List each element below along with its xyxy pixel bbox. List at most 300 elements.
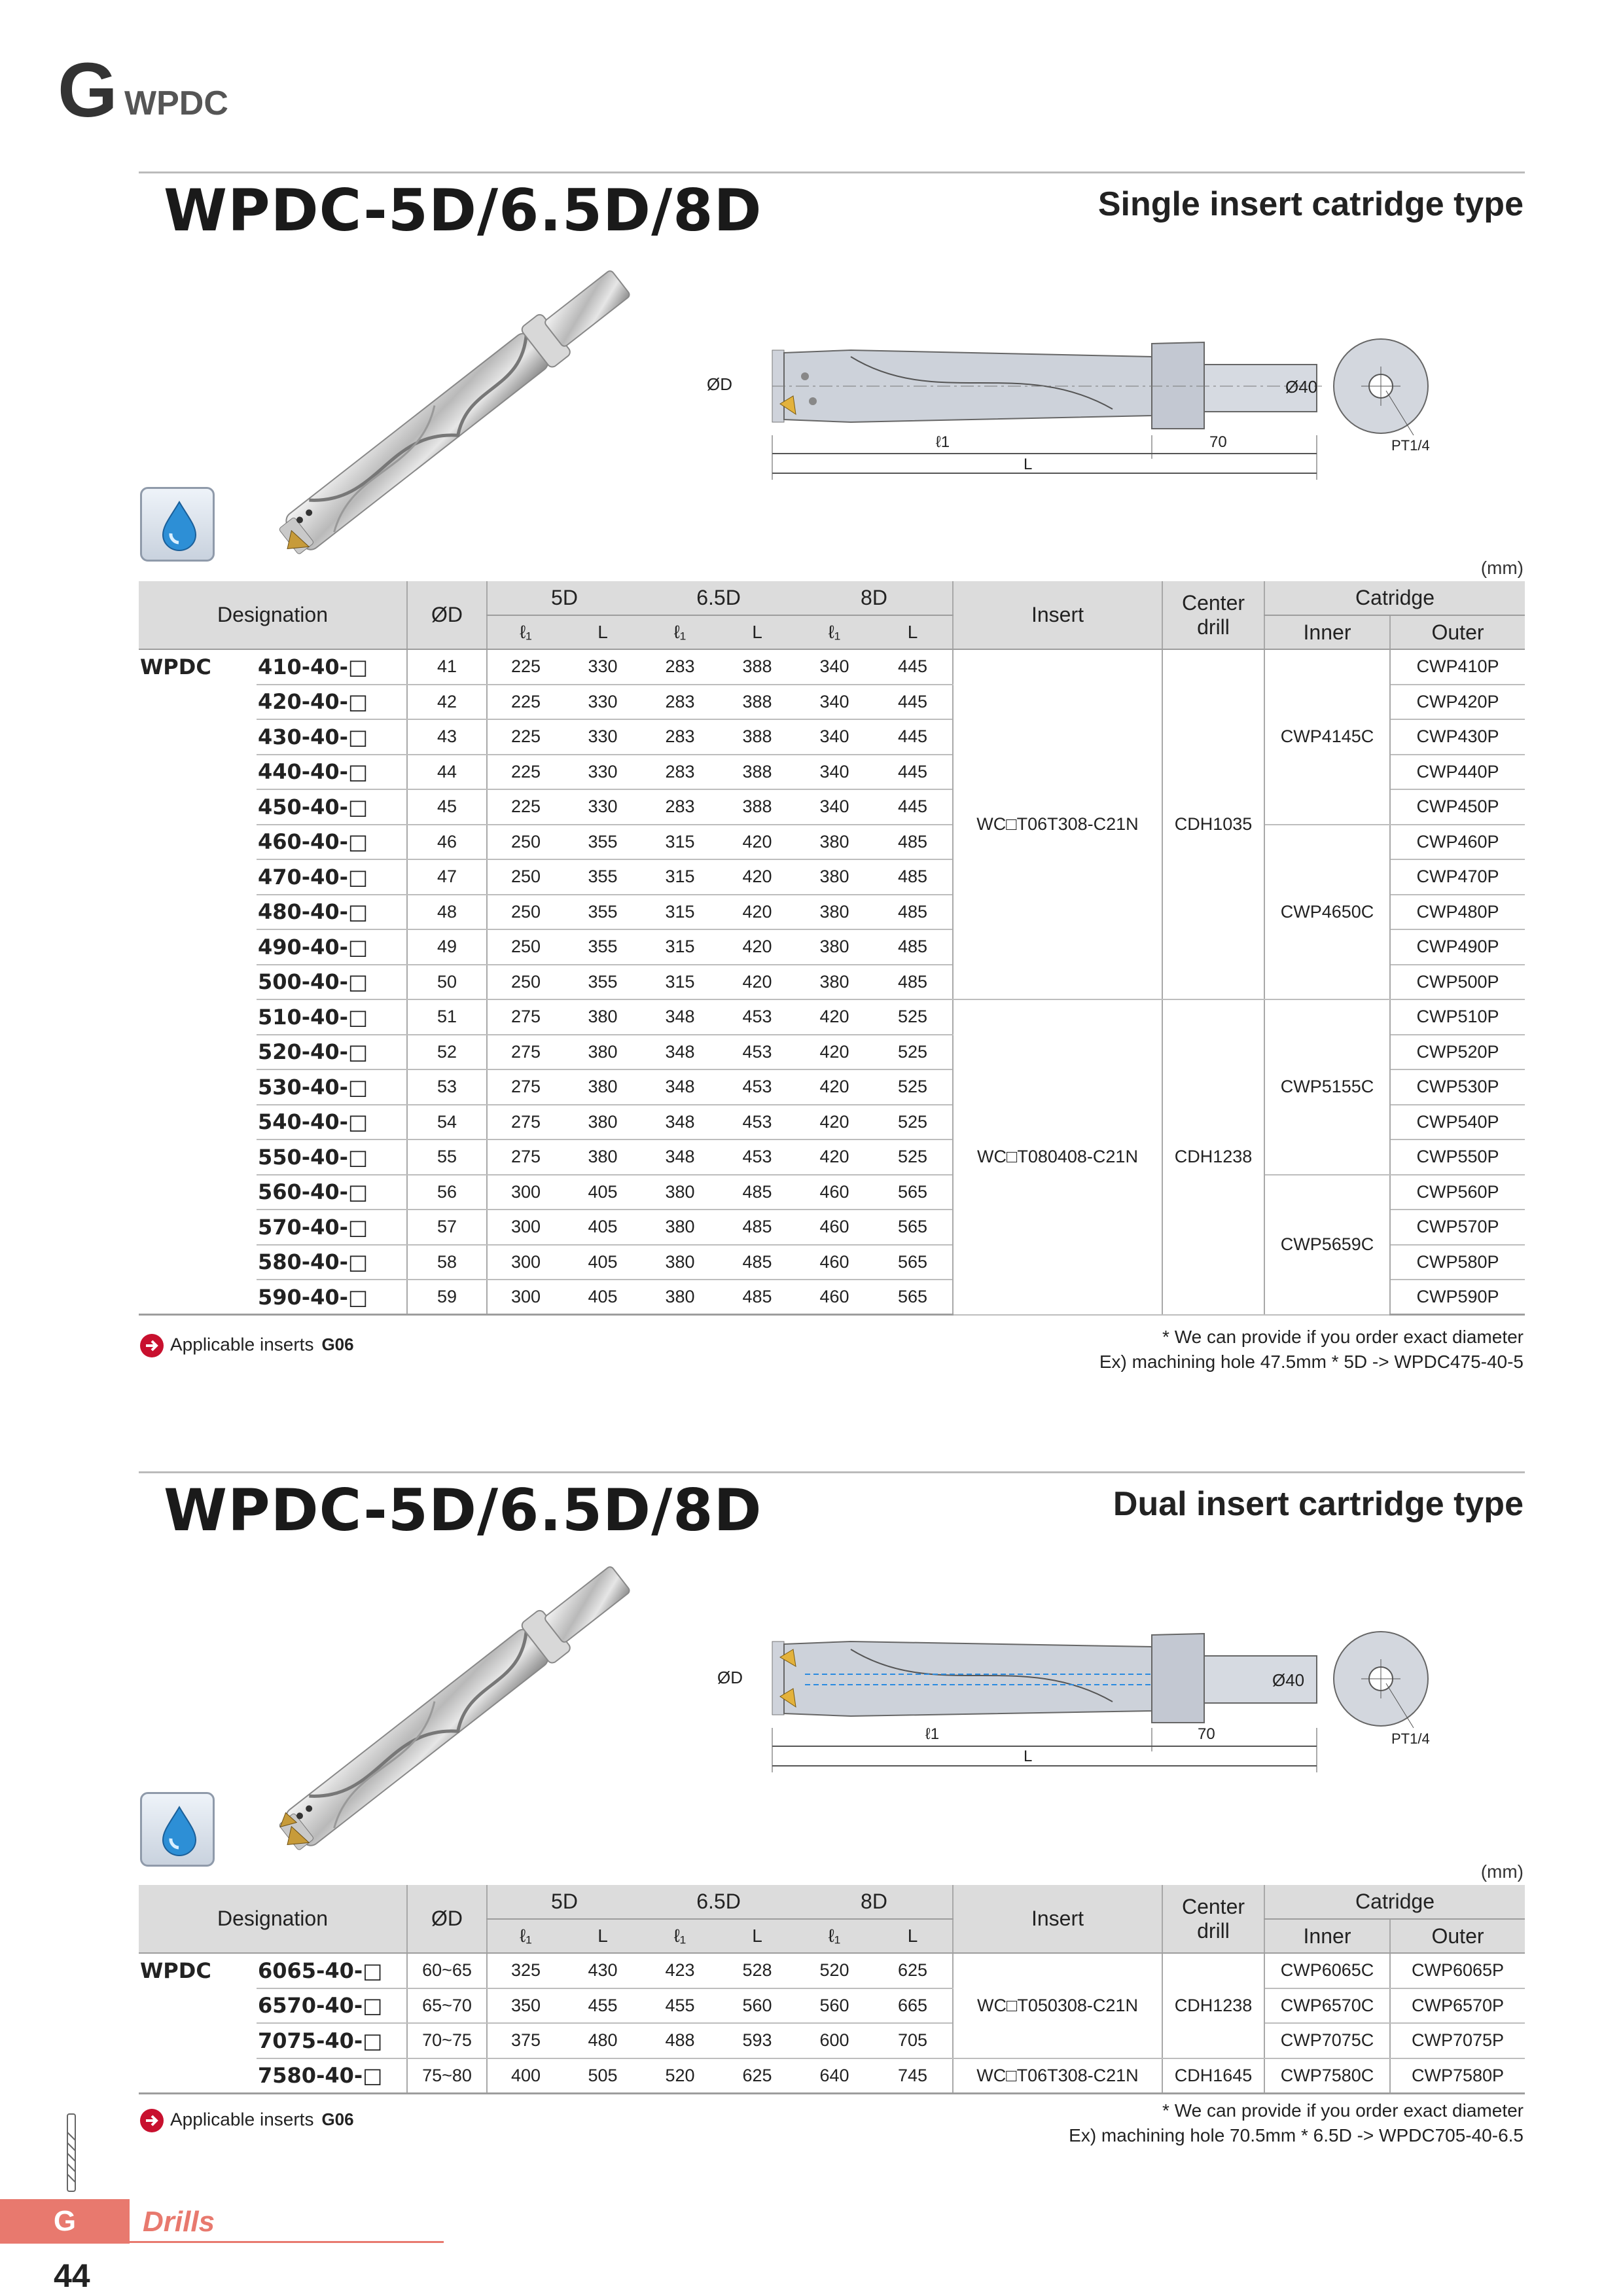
dimension-cell: 453	[719, 999, 796, 1035]
dimension-cell: 388	[719, 789, 796, 825]
designation-cell: 450-40-□	[257, 789, 407, 825]
page-number: 44	[54, 2257, 90, 2294]
dimension-cell: 380	[641, 1210, 719, 1245]
diagram-pt-label: PT1/4	[1391, 1731, 1430, 1747]
designation-cell: 7580-40-□	[257, 2058, 407, 2094]
dimension-cell: 380	[641, 1280, 719, 1315]
center-drill-cell: CDH1238	[1162, 1953, 1264, 2058]
table-row	[139, 1988, 1525, 2024]
col-L: L	[564, 615, 641, 649]
outer-catridge-cell: CWP580P	[1390, 1245, 1525, 1280]
designation-cell: 560-40-□	[257, 1175, 407, 1210]
dimension-cell: 283	[641, 685, 719, 720]
designation-cell: 490-40-□	[257, 929, 407, 965]
od-cell: 45	[407, 789, 487, 825]
od-cell: 47	[407, 859, 487, 895]
od-cell: 43	[407, 719, 487, 755]
outer-catridge-cell: CWP410P	[1390, 649, 1525, 685]
dimension-cell: 388	[719, 685, 796, 720]
dimension-cell: 380	[796, 929, 873, 965]
table-row	[139, 825, 1525, 860]
dimension-cell: 250	[487, 895, 564, 930]
dimension-cell: 275	[487, 1139, 564, 1175]
outer-catridge-cell: CWP7075P	[1390, 2023, 1525, 2058]
inner-catridge-cell: CWP5659C	[1264, 1175, 1390, 1315]
dimension-cell: 275	[487, 1069, 564, 1105]
col-L: L	[719, 615, 796, 649]
dimension-cell: 300	[487, 1280, 564, 1315]
row-prefix	[139, 825, 257, 860]
outer-catridge-cell: CWP460P	[1390, 825, 1525, 860]
product-title: WPDC-5D/6.5D/8D	[164, 177, 762, 244]
outer-catridge-cell: CWP430P	[1390, 719, 1525, 755]
dimension-cell: 420	[796, 1105, 873, 1140]
designation-cell: 430-40-□	[257, 719, 407, 755]
dimension-cell: 388	[719, 649, 796, 685]
dimension-cell: 340	[796, 789, 873, 825]
designation-cell: 440-40-□	[257, 755, 407, 790]
col-center-drill: Center drill	[1162, 581, 1264, 649]
side-rule	[130, 2241, 444, 2243]
od-cell: 42	[407, 685, 487, 720]
row-prefix	[139, 895, 257, 930]
dimension-cell: 250	[487, 965, 564, 1000]
od-cell: 54	[407, 1105, 487, 1140]
drill-photo	[196, 249, 694, 589]
dimension-cell: 405	[564, 1175, 641, 1210]
dimension-cell: 625	[719, 2058, 796, 2094]
dimension-cell: 355	[564, 825, 641, 860]
dimension-cell: 525	[873, 999, 953, 1035]
dimension-cell: 640	[796, 2058, 873, 2094]
dimension-cell: 520	[796, 1953, 873, 1988]
designation-cell: 7075-40-□	[257, 2023, 407, 2058]
od-cell: 55	[407, 1139, 487, 1175]
diagram-L-label: L	[1024, 1748, 1033, 1765]
dimension-cell: 423	[641, 1953, 719, 1988]
dimension-cell: 330	[564, 649, 641, 685]
diagram-od-label: ØD	[707, 374, 732, 394]
dimension-cell: 340	[796, 685, 873, 720]
side-tab-label: Drills	[143, 2206, 215, 2238]
dimension-cell: 330	[564, 719, 641, 755]
od-cell: 53	[407, 1069, 487, 1105]
diagram-70-label: 70	[1209, 433, 1227, 451]
arrow-right-icon	[140, 2109, 164, 2132]
dimension-cell: 705	[873, 2023, 953, 2058]
designation-cell: 520-40-□	[257, 1035, 407, 1070]
dimension-cell: 453	[719, 1069, 796, 1105]
dimension-cell: 485	[873, 859, 953, 895]
dimension-cell: 420	[796, 1035, 873, 1070]
dimension-cell: 355	[564, 965, 641, 1000]
dimension-cell: 420	[719, 965, 796, 1000]
side-tab-letter: G	[0, 2199, 130, 2244]
dimension-cell: 315	[641, 929, 719, 965]
dimension-cell: 460	[796, 1280, 873, 1315]
designation-cell: 590-40-□	[257, 1280, 407, 1315]
dimension-cell: 405	[564, 1280, 641, 1315]
od-cell: 46	[407, 825, 487, 860]
row-prefix	[139, 1280, 257, 1315]
od-cell: 50	[407, 965, 487, 1000]
section-name: WPDC	[124, 84, 228, 122]
dimension-cell: 275	[487, 999, 564, 1035]
dimension-diagram	[707, 1623, 1505, 1780]
col-designation: Designation	[139, 581, 407, 649]
center-drill-cell: CDH1645	[1162, 2058, 1264, 2094]
dimension-cell: 455	[564, 1988, 641, 2024]
dimension-cell: 430	[564, 1953, 641, 1988]
outer-catridge-cell: CWP6570P	[1390, 1988, 1525, 2024]
row-prefix	[139, 1988, 257, 2024]
arrow-right-icon	[140, 1334, 164, 1357]
col-l1: ℓ₁	[796, 1919, 873, 1953]
dimension-cell: 485	[873, 929, 953, 965]
table-row	[139, 2058, 1525, 2094]
row-prefix	[139, 2058, 257, 2094]
od-cell: 49	[407, 929, 487, 965]
od-cell: 56	[407, 1175, 487, 1210]
diagram-od-label: ØD	[717, 1668, 743, 1687]
outer-catridge-cell: CWP540P	[1390, 1105, 1525, 1140]
dimension-cell: 460	[796, 1175, 873, 1210]
inner-catridge-cell: CWP7075C	[1264, 2023, 1390, 2058]
dimension-diagram	[707, 331, 1505, 488]
dimension-cell: 340	[796, 649, 873, 685]
col-5d: 5D	[487, 1885, 641, 1919]
dimension-cell: 340	[796, 719, 873, 755]
dimension-cell: 330	[564, 685, 641, 720]
od-cell: 44	[407, 755, 487, 790]
outer-catridge-cell: CWP440P	[1390, 755, 1525, 790]
row-prefix	[139, 719, 257, 755]
outer-catridge-cell: CWP550P	[1390, 1139, 1525, 1175]
row-prefix	[139, 1139, 257, 1175]
dimension-cell: 485	[719, 1280, 796, 1315]
section-letter: G	[58, 47, 116, 134]
dimension-cell: 420	[719, 859, 796, 895]
dimension-cell: 225	[487, 755, 564, 790]
dimension-cell: 355	[564, 929, 641, 965]
col-5d: 5D	[487, 581, 641, 615]
row-prefix	[139, 999, 257, 1035]
col-inner: Inner	[1264, 615, 1390, 649]
center-drill-cell: CDH1035	[1162, 649, 1264, 999]
inner-catridge-cell: CWP6065C	[1264, 1953, 1390, 1988]
dimension-cell: 348	[641, 1069, 719, 1105]
outer-catridge-cell: CWP450P	[1390, 789, 1525, 825]
col-l1: ℓ₁	[641, 615, 719, 649]
col-insert: Insert	[953, 1885, 1162, 1953]
designation-cell: 540-40-□	[257, 1105, 407, 1140]
col-catridge: Catridge	[1264, 581, 1525, 615]
dimension-cell: 380	[796, 965, 873, 1000]
dimension-cell: 225	[487, 649, 564, 685]
unit-label: (mm)	[1480, 1861, 1524, 1882]
designation-cell: 6065-40-□	[257, 1953, 407, 1988]
coolant-icon	[140, 1792, 215, 1867]
dimension-cell: 350	[487, 1988, 564, 2024]
inner-catridge-cell: CWP5155C	[1264, 999, 1390, 1175]
dimension-cell: 300	[487, 1210, 564, 1245]
dimension-cell: 520	[641, 2058, 719, 2094]
dimension-cell: 315	[641, 859, 719, 895]
row-prefix	[139, 1105, 257, 1140]
dimension-cell: 420	[796, 1139, 873, 1175]
dimension-cell: 380	[564, 1105, 641, 1140]
designation-cell: 460-40-□	[257, 825, 407, 860]
product-subtitle: Single insert catridge type	[1097, 185, 1524, 223]
outer-catridge-cell: CWP480P	[1390, 895, 1525, 930]
row-prefix: WPDC	[139, 1953, 257, 1988]
insert-cell: WC□T06T308-C21N	[953, 649, 1162, 999]
dimension-cell: 380	[564, 1139, 641, 1175]
order-note: * We can provide if you order exact diameter Ex) machining hole 70.5mm * 6.5D -> WPDC705-40-6.5	[1069, 2100, 1524, 2145]
col-catridge: Catridge	[1264, 1885, 1525, 1919]
od-cell: 52	[407, 1035, 487, 1070]
dimension-cell: 625	[873, 1953, 953, 1988]
od-cell: 51	[407, 999, 487, 1035]
col-insert: Insert	[953, 581, 1162, 649]
dimension-cell: 665	[873, 1988, 953, 2024]
row-prefix	[139, 1069, 257, 1105]
outer-catridge-cell: CWP510P	[1390, 999, 1525, 1035]
dimension-cell: 375	[487, 2023, 564, 2058]
outer-catridge-cell: CWP530P	[1390, 1069, 1525, 1105]
spec-table-single	[139, 581, 1525, 1316]
dimension-cell: 283	[641, 719, 719, 755]
designation-cell: 410-40-□	[257, 649, 407, 685]
dimension-cell: 380	[796, 859, 873, 895]
od-cell: 48	[407, 895, 487, 930]
dimension-cell: 485	[719, 1210, 796, 1245]
designation-cell: 500-40-□	[257, 965, 407, 1000]
dimension-cell: 445	[873, 789, 953, 825]
order-note: * We can provide if you order exact diameter Ex) machining hole 47.5mm * 5D -> WPDC475-40-5	[1099, 1327, 1524, 1372]
designation-cell: 6570-40-□	[257, 1988, 407, 2024]
col-od: ØD	[407, 1885, 487, 1953]
diagram-l1-label: ℓ1	[936, 433, 950, 451]
dimension-cell: 480	[564, 2023, 641, 2058]
col-L: L	[564, 1919, 641, 1953]
dimension-cell: 525	[873, 1105, 953, 1140]
dimension-cell: 275	[487, 1105, 564, 1140]
od-cell: 65~70	[407, 1988, 487, 2024]
col-6-5d: 6.5D	[641, 581, 796, 615]
spec-table-dual	[139, 1885, 1525, 2094]
outer-catridge-cell: CWP470P	[1390, 859, 1525, 895]
dimension-cell: 528	[719, 1953, 796, 1988]
dimension-cell: 380	[564, 1035, 641, 1070]
dimension-cell: 250	[487, 859, 564, 895]
table-row	[139, 649, 1525, 685]
col-L: L	[719, 1919, 796, 1953]
inner-catridge-cell: CWP7580C	[1264, 2058, 1390, 2094]
dimension-cell: 445	[873, 649, 953, 685]
dimension-cell: 275	[487, 1035, 564, 1070]
dimension-cell: 485	[873, 965, 953, 1000]
od-cell: 59	[407, 1280, 487, 1315]
diagram-l1-label: ℓ1	[925, 1725, 940, 1743]
row-prefix	[139, 1035, 257, 1070]
dimension-cell: 283	[641, 789, 719, 825]
insert-cell: WC□T080408-C21N	[953, 999, 1162, 1315]
dimension-cell: 348	[641, 1139, 719, 1175]
designation-cell: 550-40-□	[257, 1139, 407, 1175]
dimension-cell: 315	[641, 965, 719, 1000]
dimension-cell: 380	[796, 825, 873, 860]
diagram-pt-label: PT1/4	[1391, 437, 1430, 454]
designation-cell: 530-40-□	[257, 1069, 407, 1105]
od-cell: 58	[407, 1245, 487, 1280]
row-prefix	[139, 685, 257, 720]
row-prefix: WPDC	[139, 649, 257, 685]
dimension-cell: 745	[873, 2058, 953, 2094]
od-cell: 70~75	[407, 2023, 487, 2058]
row-prefix	[139, 859, 257, 895]
dimension-cell: 485	[873, 895, 953, 930]
drill-bit-icon	[63, 2113, 80, 2193]
outer-catridge-cell: CWP500P	[1390, 965, 1525, 1000]
designation-cell: 570-40-□	[257, 1210, 407, 1245]
dimension-cell: 315	[641, 825, 719, 860]
designation-cell: 470-40-□	[257, 859, 407, 895]
section-divider	[139, 1471, 1525, 1473]
dimension-cell: 405	[564, 1245, 641, 1280]
designation-cell: 420-40-□	[257, 685, 407, 720]
diagram-shank-label: Ø40	[1272, 1670, 1305, 1690]
dimension-cell: 340	[796, 755, 873, 790]
dimension-cell: 485	[873, 825, 953, 860]
outer-catridge-cell: CWP570P	[1390, 1210, 1525, 1245]
row-prefix	[139, 965, 257, 1000]
col-outer: Outer	[1390, 1919, 1525, 1953]
dimension-cell: 300	[487, 1245, 564, 1280]
dimension-cell: 348	[641, 1035, 719, 1070]
table-row	[139, 1953, 1525, 1988]
col-8d: 8D	[796, 581, 953, 615]
outer-catridge-cell: CWP420P	[1390, 685, 1525, 720]
dimension-cell: 460	[796, 1245, 873, 1280]
od-cell: 60~65	[407, 1953, 487, 1988]
dimension-cell: 565	[873, 1175, 953, 1210]
col-6-5d: 6.5D	[641, 1885, 796, 1919]
dimension-cell: 250	[487, 929, 564, 965]
dimension-cell: 565	[873, 1280, 953, 1315]
dimension-cell: 488	[641, 2023, 719, 2058]
dimension-cell: 445	[873, 685, 953, 720]
insert-cell: WC□T050308-C21N	[953, 1953, 1162, 2058]
dimension-cell: 445	[873, 719, 953, 755]
col-L: L	[873, 615, 953, 649]
dimension-cell: 355	[564, 895, 641, 930]
row-prefix	[139, 2023, 257, 2058]
applicable-inserts[interactable]: Applicable inserts G06	[140, 1334, 354, 1357]
dimension-cell: 420	[796, 999, 873, 1035]
dimension-cell: 445	[873, 755, 953, 790]
designation-cell: 510-40-□	[257, 999, 407, 1035]
designation-cell: 580-40-□	[257, 1245, 407, 1280]
row-prefix	[139, 1210, 257, 1245]
row-prefix	[139, 929, 257, 965]
dimension-cell: 485	[719, 1245, 796, 1280]
dimension-cell: 330	[564, 789, 641, 825]
dimension-cell: 453	[719, 1035, 796, 1070]
dimension-cell: 250	[487, 825, 564, 860]
col-outer: Outer	[1390, 615, 1525, 649]
dimension-cell: 420	[719, 895, 796, 930]
dimension-cell: 455	[641, 1988, 719, 2024]
dimension-cell: 388	[719, 719, 796, 755]
dimension-cell: 355	[564, 859, 641, 895]
col-od: ØD	[407, 581, 487, 649]
dimension-cell: 420	[719, 929, 796, 965]
dimension-cell: 453	[719, 1105, 796, 1140]
dimension-cell: 225	[487, 789, 564, 825]
product-subtitle: Dual insert cartridge type	[1113, 1485, 1524, 1523]
diagram-70-label: 70	[1198, 1725, 1215, 1743]
dimension-cell: 225	[487, 685, 564, 720]
diagram-shank-label: Ø40	[1285, 377, 1318, 397]
row-prefix	[139, 1175, 257, 1210]
dimension-cell: 420	[796, 1069, 873, 1105]
dimension-cell: 380	[641, 1245, 719, 1280]
dimension-cell: 505	[564, 2058, 641, 2094]
od-cell: 57	[407, 1210, 487, 1245]
outer-catridge-cell: CWP520P	[1390, 1035, 1525, 1070]
center-drill-cell: CDH1238	[1162, 999, 1264, 1315]
outer-catridge-cell: CWP490P	[1390, 929, 1525, 965]
table-row	[139, 1175, 1525, 1210]
dimension-cell: 600	[796, 2023, 873, 2058]
dimension-cell: 348	[641, 1105, 719, 1140]
diagram-L-label: L	[1024, 456, 1033, 473]
dimension-cell: 380	[641, 1175, 719, 1210]
drill-photo	[196, 1545, 694, 1885]
col-l1: ℓ₁	[796, 615, 873, 649]
dimension-cell: 525	[873, 1139, 953, 1175]
outer-catridge-cell: CWP560P	[1390, 1175, 1525, 1210]
col-L: L	[873, 1919, 953, 1953]
dimension-cell: 565	[873, 1210, 953, 1245]
dimension-cell: 420	[719, 825, 796, 860]
outer-catridge-cell: CWP6065P	[1390, 1953, 1525, 1988]
dimension-cell: 283	[641, 649, 719, 685]
dimension-cell: 380	[564, 999, 641, 1035]
dimension-cell: 300	[487, 1175, 564, 1210]
applicable-inserts[interactable]: Applicable inserts G06	[140, 2109, 354, 2132]
coolant-icon	[140, 487, 215, 562]
dimension-cell: 283	[641, 755, 719, 790]
row-prefix	[139, 789, 257, 825]
row-prefix	[139, 1245, 257, 1280]
od-cell: 41	[407, 649, 487, 685]
row-prefix	[139, 755, 257, 790]
dimension-cell: 315	[641, 895, 719, 930]
dimension-cell: 330	[564, 755, 641, 790]
col-8d: 8D	[796, 1885, 953, 1919]
col-center-drill: Center drill	[1162, 1885, 1264, 1953]
dimension-cell: 593	[719, 2023, 796, 2058]
outer-catridge-cell: CWP590P	[1390, 1280, 1525, 1315]
dimension-cell: 460	[796, 1210, 873, 1245]
dimension-cell: 380	[796, 895, 873, 930]
dimension-cell: 525	[873, 1035, 953, 1070]
dimension-cell: 405	[564, 1210, 641, 1245]
unit-label: (mm)	[1480, 558, 1524, 578]
dimension-cell: 388	[719, 755, 796, 790]
